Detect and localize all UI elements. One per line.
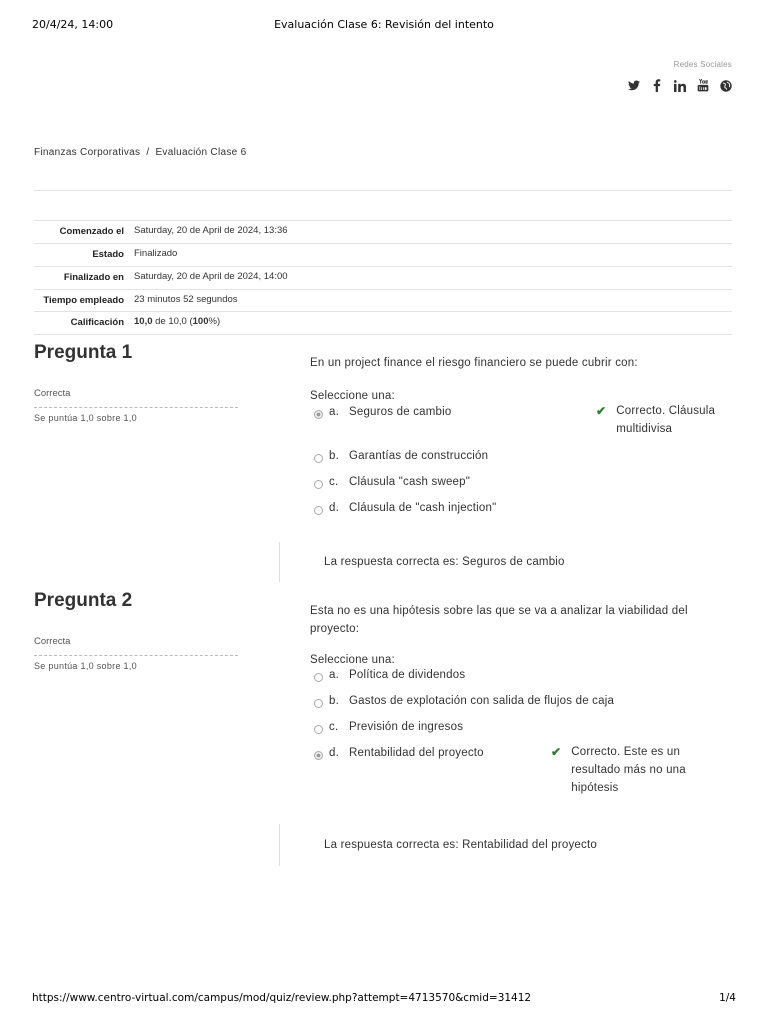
summary-value: Finalizado <box>134 248 178 259</box>
answer-option[interactable] <box>310 502 732 528</box>
divider <box>34 190 732 191</box>
answer-option[interactable] <box>310 476 732 502</box>
option-text: Previsión de ingresos <box>349 721 464 733</box>
radio-button[interactable] <box>314 480 323 489</box>
option-letter: c. <box>329 721 339 733</box>
question-state: Correcta <box>34 388 238 408</box>
option-letter: b. <box>329 450 339 462</box>
question-info <box>34 342 238 423</box>
attempt-summary-table <box>34 220 732 335</box>
summary-row-state <box>34 244 732 267</box>
question-info <box>34 590 238 671</box>
answer-option[interactable] <box>310 747 732 807</box>
option-letter: a. <box>329 406 339 418</box>
option-text: Seguros de cambio <box>349 406 452 418</box>
option-text: Cláusula "cash sweep" <box>349 476 471 488</box>
summary-label: Tiempo empleado <box>43 295 124 306</box>
option-text: Rentabilidad del proyecto <box>349 747 484 759</box>
right-answer-text: La respuesta correcta es: Seguros de cambio <box>324 556 565 568</box>
summary-label: Finalizado en <box>63 272 124 283</box>
option-letter: b. <box>329 695 339 707</box>
answer-options <box>310 669 732 807</box>
right-answer-text: La respuesta correcta es: Rentabilidad del proyecto <box>324 839 597 851</box>
option-letter: a. <box>329 669 339 681</box>
print-header <box>32 18 736 32</box>
option-feedback <box>551 743 711 797</box>
summary-row-started <box>34 221 732 244</box>
radio-button[interactable] <box>314 410 323 419</box>
summary-row-finished <box>34 267 732 290</box>
grade-of: de 10,0 ( <box>155 316 193 327</box>
radio-button[interactable] <box>314 673 323 682</box>
summary-row-grade <box>34 312 732 335</box>
twitter-icon[interactable] <box>627 79 640 92</box>
answer-prompt: Seleccione una: <box>310 654 395 666</box>
question-title: Pregunta 1 <box>34 342 133 363</box>
social-label: Redes Sociales <box>673 60 732 69</box>
social-networks <box>627 60 732 92</box>
page-number: 1/4 <box>719 992 736 1004</box>
option-letter: c. <box>329 476 339 488</box>
summary-grade-value <box>130 312 732 335</box>
breadcrumb-separator: / <box>146 147 150 158</box>
grade-pct: 100 <box>192 316 209 327</box>
summary-value: Saturday, 20 de April de 2024, 13:36 <box>134 225 288 236</box>
radio-button[interactable] <box>314 454 323 463</box>
grade-end: %) <box>208 316 221 327</box>
check-icon: ✔ <box>596 404 607 418</box>
summary-value: 23 minutos 52 segundos <box>134 294 238 305</box>
print-title: Evaluación Clase 6: Revisión del intento <box>274 18 494 31</box>
question-text: En un project finance el riesgo financiero se puede cubrir con: <box>310 357 638 369</box>
radio-button[interactable] <box>314 751 323 760</box>
feedback-text: Correcto. Cláusula multidivisa <box>616 405 716 435</box>
print-url[interactable]: https://www.centro-virtual.com/campus/mod/quiz/review.php?attempt=4713570&cmid=31412 <box>32 992 532 1004</box>
option-feedback <box>596 402 732 438</box>
print-date: 20/4/24, 14:00 <box>32 18 114 31</box>
check-icon: ✔ <box>551 745 562 759</box>
question-grade: Se puntúa 1,0 sobre 1,0 <box>34 413 137 423</box>
answer-prompt: Seleccione una: <box>310 390 395 402</box>
option-text: Garantías de construcción <box>349 450 489 462</box>
answer-option[interactable] <box>310 669 732 695</box>
right-answer <box>279 824 597 866</box>
right-answer <box>279 542 565 582</box>
breadcrumb <box>34 147 246 158</box>
option-text: Gastos de explotación con salida de flujos de caja <box>349 695 615 707</box>
question-title: Pregunta 2 <box>34 590 133 611</box>
print-footer <box>32 992 736 1004</box>
option-letter: d. <box>329 502 339 514</box>
summary-row-time <box>34 290 732 312</box>
answer-option[interactable] <box>310 406 732 450</box>
question-content <box>310 354 732 528</box>
radio-button[interactable] <box>314 699 323 708</box>
summary-label: Calificación <box>70 317 124 328</box>
breadcrumb-page[interactable]: Evaluación Clase 6 <box>155 147 247 158</box>
linkedin-icon[interactable] <box>673 79 686 92</box>
radio-button[interactable] <box>314 506 323 515</box>
answer-option[interactable] <box>310 695 732 721</box>
option-letter: d. <box>329 747 339 759</box>
globe-icon[interactable] <box>719 79 732 92</box>
option-text: Política de dividendos <box>349 669 466 681</box>
question-content <box>310 602 732 807</box>
question-text: Esta no es una hipótesis sobre las que se va a analizar la viabilidad del proyecto: <box>310 605 688 635</box>
feedback-text: Correcto. Este es un resultado más no una hipótesis <box>571 746 686 794</box>
radio-button[interactable] <box>314 725 323 734</box>
summary-label: Estado <box>92 249 124 260</box>
summary-label: Comenzado el <box>59 226 124 237</box>
answer-options <box>310 406 732 528</box>
youtube-icon[interactable] <box>696 79 709 92</box>
breadcrumb-course[interactable]: Finanzas Corporativas <box>34 147 141 158</box>
answer-option[interactable] <box>310 450 732 476</box>
grade-score: 10,0 <box>134 316 153 327</box>
question-state: Correcta <box>34 636 238 656</box>
summary-value: Saturday, 20 de April de 2024, 14:00 <box>134 271 288 282</box>
question-grade: Se puntúa 1,0 sobre 1,0 <box>34 661 137 671</box>
facebook-icon[interactable] <box>650 79 663 92</box>
option-text: Cláusula de "cash injection" <box>349 502 497 514</box>
